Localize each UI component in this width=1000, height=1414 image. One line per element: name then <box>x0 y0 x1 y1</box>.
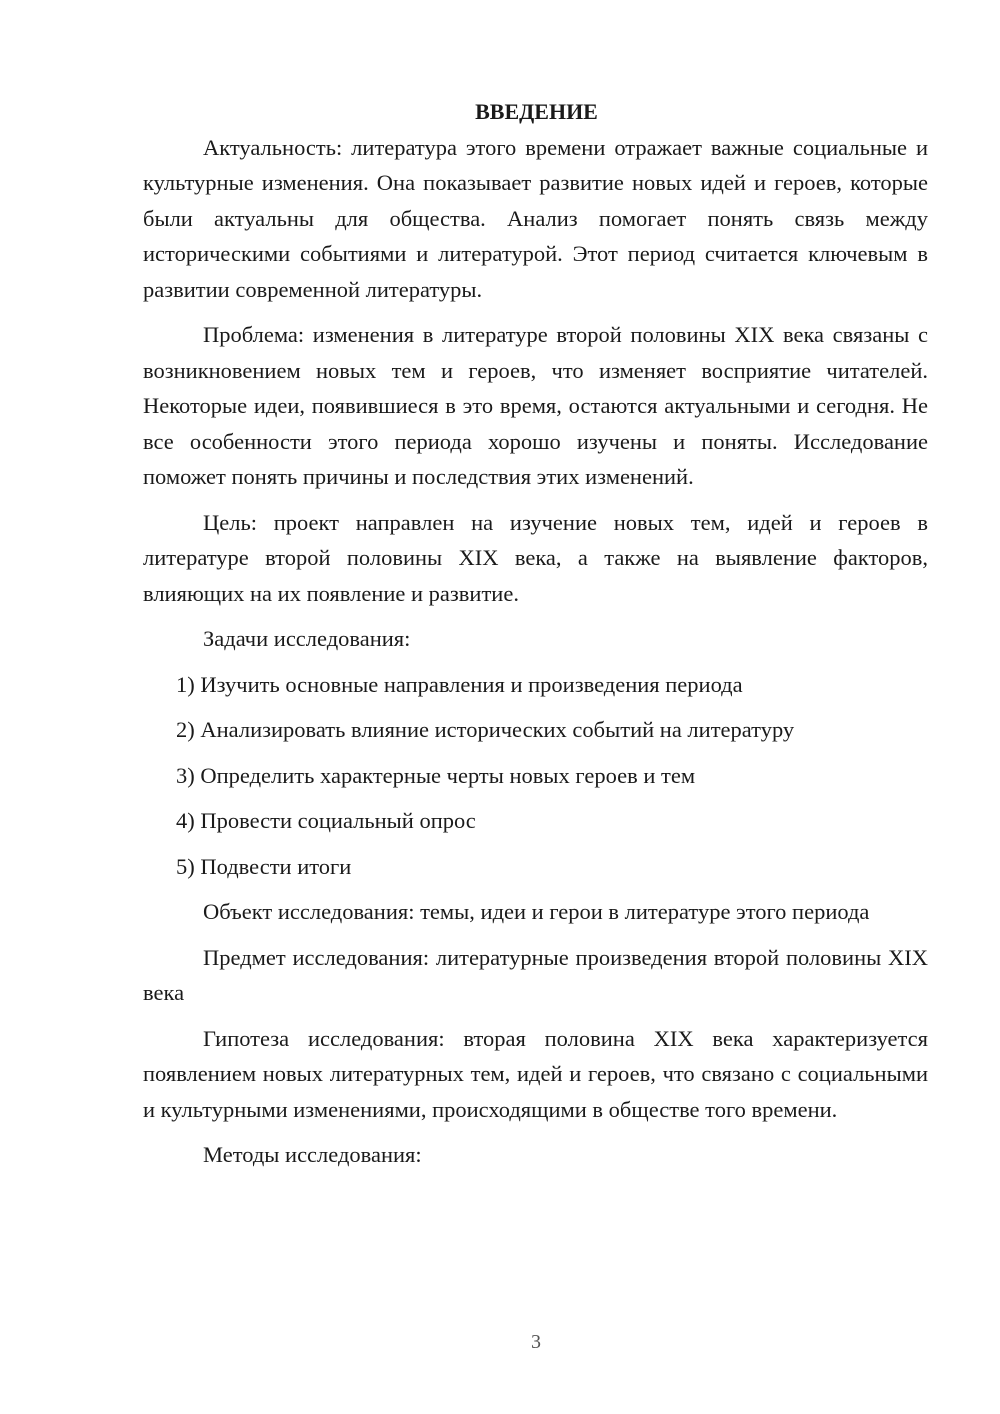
page-content <box>143 94 928 1173</box>
page-title: ВВЕДЕНИЕ <box>475 99 598 124</box>
goal-paragraph: Цель: проект направлен на изучение новых тем, идей и героев в литературе второй половины XIX века, а также на выявление факторов, влияющих на их появление и развитие. <box>143 509 928 606</box>
list-item: 2) Анализировать влияние исторических событий на литературу <box>176 717 795 742</box>
list-item: 3) Определить характерные черты новых героев и тем <box>176 762 696 788</box>
list-item: 5) Подвести итоги <box>176 853 352 879</box>
relevance-paragraph: Актуальность: литература этого времени отражает важные социальные и культурные изменения. Она показывает развитие новых идей и героев, которые были актуальны для общества. Анализ помогает понять связь между историческими событиями и литературой. Этот период считается ключевым в развитии современной литературы. <box>143 134 928 302</box>
list-item: 1) Изучить основные направления и произведения периода <box>176 671 743 697</box>
hypothesis-paragraph: Гипотеза исследования: вторая половина XIX века характеризуется появлением новых литературных тем, идей и героев, что связано с социальными и культурными изменениями, происходящими в обществе того времени. <box>143 1025 928 1122</box>
page-number: 3 <box>531 1331 541 1353</box>
list-item: 4) Провести социальный опрос <box>176 808 476 833</box>
methods-heading: Методы исследования: <box>203 1142 422 1167</box>
object-paragraph: Объект исследования: темы, идеи и герои в литературе этого периода <box>203 899 870 924</box>
subject-paragraph: Предмет исследования: литературные произведения второй половины XIX века <box>143 944 928 1005</box>
problem-paragraph: Проблема: изменения в литературе второй половины XIX века связаны с возникновением новых тем и героев, что изменяет восприятие читателей. Некоторые идеи, появившиеся в это время, остаются актуальными и сегодня. Не все особенности этого периода хорошо изучены и поняты. Исследование поможет понять причины и последствия этих изменений. <box>143 322 928 489</box>
tasks-list <box>143 667 928 885</box>
tasks-heading: Задачи исследования: <box>203 626 411 651</box>
